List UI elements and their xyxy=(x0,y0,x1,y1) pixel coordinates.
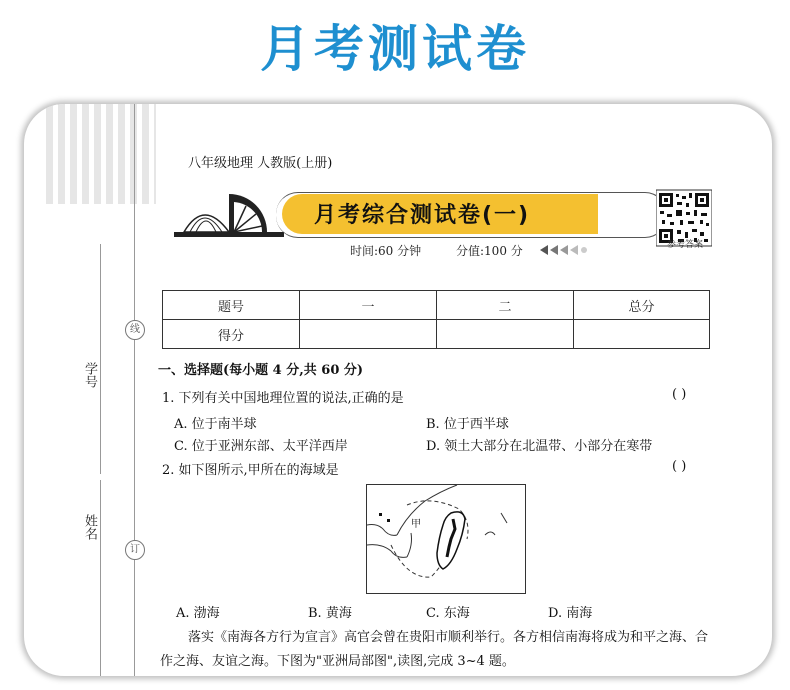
question-1-option-d[interactable]: D. 领土大部分在北温带、小部分在寒带 xyxy=(426,439,653,454)
question-1-stem: 1. 下列有关中国地理位置的说法,正确的是 xyxy=(162,391,404,406)
grade-subject-header: 八年级地理 人教版(上册) xyxy=(188,156,333,171)
score-table-header-cell: 题号 xyxy=(163,291,300,320)
section-1-title: 一、选择题(每小题 4 分,共 60 分) xyxy=(158,363,364,378)
exam-sheet xyxy=(24,104,772,676)
binding-mark-ding: 订 xyxy=(125,540,145,560)
arrow-decoration-icon xyxy=(538,244,588,256)
score-table-header-cell: 一 xyxy=(300,291,437,320)
exam-time: 时间:60 分钟 xyxy=(350,244,422,258)
question-2-stem: 2. 如下图所示,甲所在的海域是 xyxy=(162,463,339,478)
score-row-label: 得分 xyxy=(163,320,300,349)
xingming-field-line xyxy=(100,480,101,676)
map-drawing xyxy=(367,485,525,593)
qr-code-label: 参考答案 xyxy=(666,240,703,250)
question-1-option-c[interactable]: C. 位于亚洲东部、太平洋西岸 xyxy=(174,439,348,454)
exam-score-value: 分值:100 分 xyxy=(456,244,523,258)
score-table-score-row xyxy=(163,320,710,349)
binding-mark-xian: 线 xyxy=(125,320,145,340)
question-2-option-a[interactable]: A. 渤海 xyxy=(176,606,220,621)
question-2-option-b[interactable]: B. 黄海 xyxy=(308,606,352,621)
exam-title: 月考综合测试卷(一) xyxy=(314,203,531,228)
score-table-header-cell: 总分 xyxy=(574,291,710,320)
map-label-jia: 甲 xyxy=(411,519,421,530)
passage-line-2: 作之海、友谊之海。下图为"亚洲局部图",读图,完成 3~4 题。 xyxy=(160,654,515,669)
xingming-label: 姓名 xyxy=(82,514,97,540)
question-1-option-a[interactable]: A. 位于南半球 xyxy=(174,417,257,432)
passage-line-1: 落实《南海各方行为宣言》高官会曾在贵阳市顺利举行。各方相信南海将成为和平之海、合 xyxy=(188,630,709,645)
question-2-option-c[interactable]: C. 东海 xyxy=(426,606,470,621)
score-cell[interactable] xyxy=(574,320,710,349)
page-banner-title: 月考测试卷 xyxy=(260,20,530,78)
question-1-option-b[interactable]: B. 位于西半球 xyxy=(426,417,509,432)
xuehao-label: 学号 xyxy=(82,362,97,388)
xuehao-field-line xyxy=(100,244,101,474)
score-table-header-cell: 二 xyxy=(437,291,574,320)
decorative-stripes xyxy=(46,104,156,204)
score-cell[interactable] xyxy=(437,320,574,349)
score-cell[interactable] xyxy=(300,320,437,349)
binding-line xyxy=(134,104,135,676)
taiwan-map-figure xyxy=(366,484,526,594)
score-table-header-row xyxy=(163,291,710,320)
score-table xyxy=(162,290,710,349)
question-1-answer-paren[interactable]: ( ) xyxy=(672,387,687,402)
question-2-option-d[interactable]: D. 南海 xyxy=(548,606,593,621)
open-book-icon xyxy=(174,188,284,244)
question-2-answer-paren[interactable]: ( ) xyxy=(672,459,687,474)
